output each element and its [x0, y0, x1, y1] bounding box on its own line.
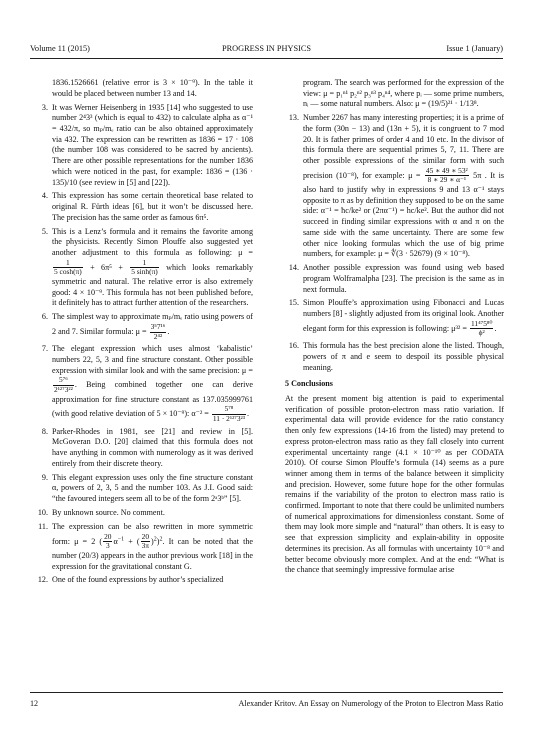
list-item: 8. Parker-Rhodes in 1981, see [21] and review in [5]. McGoveran D.O. [20] claimed that this formula does not have anything in common with numerology as it was derived entirely from their discrete theory. [41, 426, 253, 468]
fraction: $\frac{1}{5 \sinh(\pi)}$ [131, 257, 158, 277]
fraction: $\frac{\text{45 ∗ 49 ∗ 53²}}{\text{8 ∗ 29 ∗ α⁻¹}}$ [425, 165, 468, 185]
list-item: 7. The elegant expression which uses almost ‘kabalistic’ numbers 22, 5, 3 and fine structure constant. Other possible expression with similar look and with the same precision: μ = $\frac{\text{5⁷⁶}}{\text{2¹²⁷3²²}}$ . Being combined together one can derive approximation for fine structure constant as 137.035999761 (with good relative deviation of 5 × 10⁻⁹): α⁻² = $\frac{\text{5⁷⁸}}{\text{11 · 2¹²⁷3²³}}$ . [41, 344, 253, 423]
header-issue: Issue 1 (January) [446, 44, 503, 53]
list-item: 10. By unknown source. No comment. [37, 508, 165, 518]
fraction: $\frac{\text{3⁵7¹⁶}}{\text{2⁴²}}$ [150, 322, 166, 341]
page-number: 12 [30, 699, 39, 708]
continuation-text: program. The search was performed for the expression of the view: μ = p₁ⁿ¹ p₂ⁿ² p₃ⁿ³ p₄ⁿ⁴, where pᵢ — some prime numbers, nᵢ — some natural numbers. Also: μ = (19/5)²¹ · 1/13⁸. [303, 78, 504, 109]
list-item: 14. Another possible expression was found using web based program Wolframalpha [23]. The precision is the same as in next formula. [288, 263, 504, 294]
list-item: 12. One of the found expressions by author’s specialized [37, 575, 224, 585]
continuation-text: 1836.1526661 (relative error is 3 × 10⁻⁹). In the table it would be placed between number 13 and 14. [52, 78, 253, 98]
list-item [34, 78, 253, 99]
list-item: 13. Number 2267 has many interesting properties; it is a prime of the form (30n − 13) and (13n + 5), it is congruent to 7 mod 20. It is father primes of order 4 and 10 etc. In the divisor of this formula there are sequential primes 5, 7, 11. There are other possible expressions of the similar form with such precision (10⁻⁸), for example: μ = $\frac{\text{45 ∗ 49 ∗ 53²}}{\text{8 ∗ 29 ∗ α⁻¹}}$ 5π . It is also hard to justify why in expressions 9 and 13 α⁻¹ stays opposite to π as by definition they supposed to be on the same side: α⁻¹ = ħc/ke² or (2πα⁻¹) = hc/ke². But the author did not succeed in finding similar expressions with α and π on the same side with the same uncertainty. There are some few other nice looking formulas which the use of big prime numbers, for example: μ = ∜(3 · 52679) (9 × 10⁻⁸). [288, 113, 505, 259]
fraction: $\frac{\text{5⁷⁸}}{\text{11 · 2¹²⁷3²³}}$ [212, 404, 245, 423]
right-column [285, 78, 504, 579]
list-item: 11. The expression can be also rewritten in more symmetric form: μ = 2 ( $\frac{20}{3}$ $\alpha^{-1}$ + ( $\frac{20}{3\pi}$ )$^2$)$^2$. It can be noted that the number (20/3) appears in the author previous work [18] in the expression for the gravitational constant G. [38, 521, 253, 571]
running-header [30, 42, 503, 56]
list-item: 15. Simon Plouffe’s approximation using Fibonacci and Lucas numbers [8] - slightly adjusted from its original look. Another elegant form for this expression is following: μ³² = $\frac{\text{11⁴⁷5⁸⁰}}{\text{ϕ²}}$ . [288, 298, 504, 338]
list-item: 6. The simplest way to approximate mₚ/mₑ ratio using powers of 2 and 7. Similar formula: μ = $\frac{\text{3⁵7¹⁶}}{\text{2⁴²}}$ . [41, 312, 253, 341]
conclusion-paragraph: At the present moment big attention is paid to experimental verification of possible proton-electron mass ratio variation. If experimental data will provide evidence for the ratio constancy then only few expressions (14-16 from the listed) may pretend to express proton-electron mass ratio as they fall closely into current experimental uncertainty range (4.1 × 10⁻¹⁰ as per CODATA 2010). Of course Simon Plouffe’s formula (14) seems as a pure winner among them in terms of the balance between it simplicity and precision. However, some future hope for the other formulas remains if the variability of the proton to electron mass ratio is confirmed. Important to note that there could be unlimited numbers of numerical approximations for dimensionless constant. Some of them may look more simple and “natural” than others. It is easy to see that expression simplicity and explain-ability in opposite determines its precision. As all formulas with uncertainty 10⁻⁸ and better become obviously more complex. And at the end: “What is the chance that seemingly impressive formulae arise [285, 394, 504, 575]
header-rule [30, 58, 503, 59]
fraction: $\frac{1}{5 \cosh(\pi)}$ [54, 257, 82, 277]
fraction: $\frac{\text{5⁷⁶}}{\text{2¹²⁷3²²}}$ [54, 375, 73, 395]
footer-rule [30, 692, 503, 693]
list-item [285, 78, 504, 110]
list-item: 4. This expression has some certain theoretical base related to original R. Fürth ideas [6], but it won’t be discussed here. The precision has the same order as famous 6π⁵. [41, 191, 253, 222]
header-volume: Volume 11 (2015) [30, 44, 90, 53]
fraction: $\frac{\text{11⁴⁷5⁸⁰}}{\text{ϕ²}}$ [470, 318, 493, 338]
list-item: 9. This elegant expression uses only the fine structure constant α, powers of 2, 3, 5 and the number 103. As J.I. Good said: “the favoured integers seem all to be of the form 2ᵃ3ᵇ” [5]. [41, 472, 253, 504]
list-item: 16. This formula has the best precision alone the listed. Though, powers of π and e seem to despoil its possible physical meaning. [288, 341, 504, 372]
list-item: 5. This is a Lenz’s formula and it remains the favorite among the physicists. Recently Simon Plouffe also suggested yet another adjustment to this formula as following: μ = $\frac{1}{5 \cosh(\pi)}$ + 6π⁵ + $\frac{1}{5 \sinh(\pi)}$ which looks remarkably symmetric and natural. The relative error is also extremely good: 4 × 10⁻⁹. This formula has not been published before, it definitely has to attract further attention of the researchers. [41, 226, 254, 308]
list-item: 3. It was Werner Heisenberg in 1935 [14] who suggested to use number 2⁴3³ (which is equal to 432) to calculate alpha as α⁻¹ = 432/π, so mₚ/mₑ ratio can be also obtained approximately via 432. The expression can be rewritten as 1836 = 17 · 108 (the number 108 was considered to be sacred by ancients). There are other possible representations for the number 1836 which were noticed in the past, for example: 1836 = (136 · 135)/10 (see review in [5] and [22]). [41, 102, 253, 187]
footer-citation: Alexander Kritov. An Essay on Numerology of the Proton to Electron Mass Ratio [238, 699, 503, 708]
left-column [34, 78, 253, 589]
header-journal: PROGRESS IN PHYSICS [222, 44, 311, 53]
section-heading: 5 Conclusions [285, 379, 333, 389]
symmetric-formula: ( $\frac{20}{3}$ $\alpha^{-1}$ + ( $\frac{20}{3\pi}$ )$^2$)$^2$. [99, 531, 165, 551]
